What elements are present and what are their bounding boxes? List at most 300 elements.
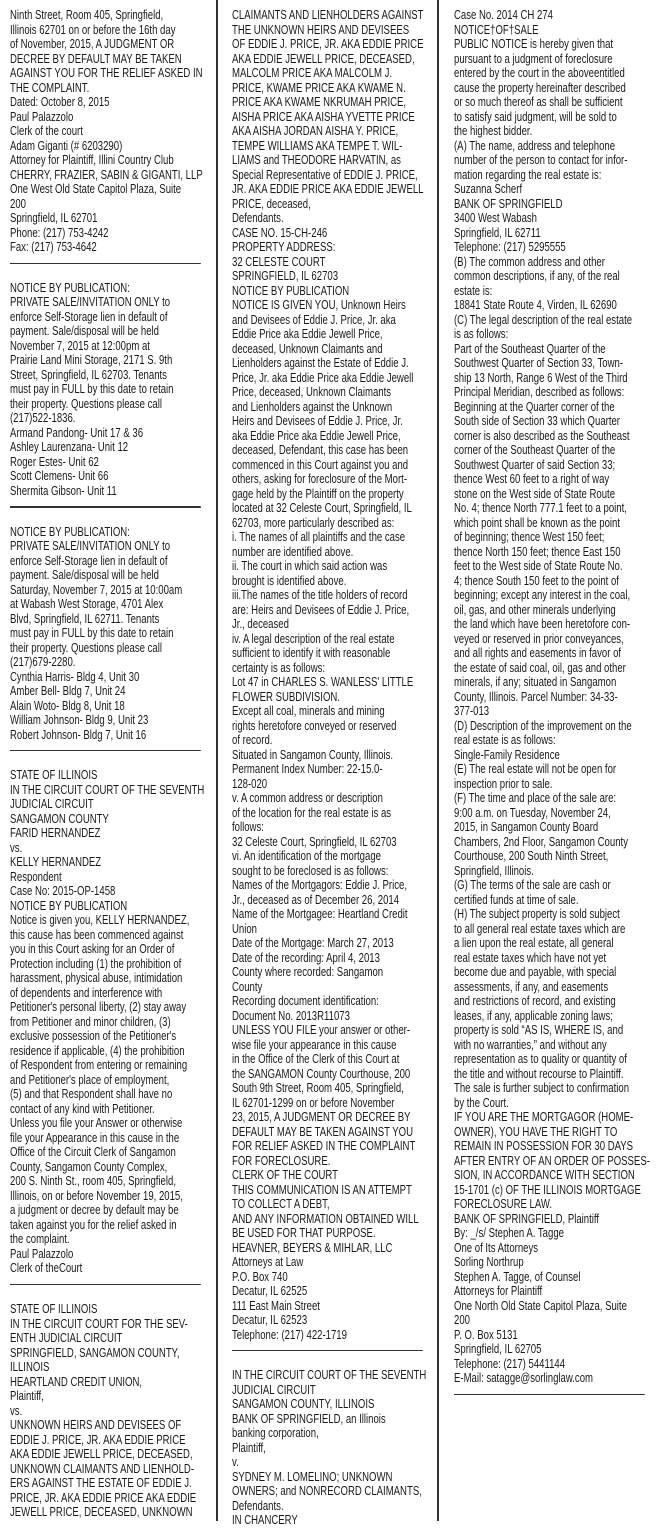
notice-line: become due and payable, with special	[454, 965, 617, 979]
notice-line: contact of any kind with Petitioner.	[10, 1101, 155, 1116]
notice-line: Prairie Land Mini Storage, 2171 S. 9th	[10, 353, 173, 368]
notice-line: deceased, Unknown Claimants and	[232, 341, 383, 356]
notice-line: UNKNOWN CLAIMANTS AND LIENHOLD-	[10, 1461, 195, 1476]
notice-line: Shermita Gibson- Unit 11	[10, 483, 117, 498]
notice-line: ILLINOIS	[10, 1360, 50, 1375]
notice-line: Springfield, Illinois.	[454, 863, 534, 878]
notice-line: P.O. Box 740	[232, 1269, 288, 1284]
notice-line: BE USED FOR THAT PURPOSE.	[232, 1226, 376, 1240]
notice-line: EDDIE J. PRICE, JR. AKA EDDIE PRICE	[10, 1432, 186, 1447]
notice-line: Union	[232, 921, 258, 936]
notice-line: PRICE AKA KWAME NKRUMAH PRICE,	[232, 95, 407, 109]
notice-line: NOTICE IS GIVEN YOU, Unknown Heirs	[232, 298, 406, 312]
notice-line: vs.	[10, 840, 23, 855]
notice-line: Single-Family Residence	[454, 747, 560, 762]
notice-line: HEARTLAND CREDIT UNION,	[10, 1374, 143, 1389]
notice-line: with no warranties,” and without any	[454, 1037, 607, 1052]
notice-separator	[10, 1284, 201, 1285]
notice-line: P. O. Box 5131	[454, 1327, 518, 1342]
notice-line: 200	[10, 196, 26, 211]
notice-line: AISHA PRICE AKA AISHA YVETTE PRICE	[232, 109, 415, 124]
notice-line: assessments, if any, and easements	[454, 979, 609, 994]
notice-line: 4; thence South 150 feet to the point of	[454, 573, 619, 588]
notice-line: MALCOLM PRICE AKA MALCOLM J.	[232, 66, 393, 80]
notice-line: Suzanna Scherf	[454, 182, 523, 196]
legal-notice	[10, 8, 202, 255]
notice-line: Stephen A. Tagge, of Counsel	[454, 1269, 581, 1284]
notice-line: 15-1701 (c) OF THE ILLINOIS MORTGAGE	[454, 1182, 641, 1197]
notice-line: Dated: October 8, 2015	[10, 95, 110, 109]
notice-line: Lienholders against the Estate of Eddie J.	[232, 356, 409, 370]
notice-line: i. The names of all plaintiffs and the case	[232, 530, 406, 544]
notice-line: which point shall be known as the point	[454, 515, 621, 530]
notice-line: cause the property hereinafter described	[454, 80, 626, 95]
notice-line: FORECLOSURE LAW.	[454, 1197, 553, 1211]
notice-line: Saturday, November 7, 2015 at 10:00am	[10, 582, 183, 597]
notice-line: harassment, physical abuse, intimidation	[10, 971, 183, 986]
notice-line: Scott Clemens- Unit 66	[10, 469, 109, 484]
notice-line: County	[232, 979, 263, 994]
notice-line: rights heretofore conveyed or reserved	[232, 718, 397, 733]
notice-line: iv. A legal description of the real estate	[232, 631, 395, 646]
notice-line: SYDNEY M. LOMELINO; UNKNOWN	[232, 1469, 393, 1484]
notice-line: the SANGAMON County Courthouse, 200	[232, 1066, 411, 1081]
notice-line: must pay in FULL by this date to retain	[10, 626, 174, 641]
notice-line: Notice is given you, KELLY HERNANDEZ,	[10, 913, 190, 928]
notice-line: deceased, Defendant, this case has been	[232, 443, 409, 457]
notice-line: v. A common address or description	[232, 791, 383, 805]
notice-line: 2015, in Sangamon County Board	[454, 820, 599, 834]
notice-line: County where recorded: Sangamon	[232, 965, 384, 979]
notice-line: Office of the Circuit Clerk of Sangamon	[10, 1145, 176, 1160]
notice-line: Alain Woto- Bldg 8, Unit 18	[10, 698, 125, 713]
notice-line: real estate taxes which have not yet	[454, 950, 607, 965]
notice-line: Telephone: (217) 5441144	[454, 1356, 566, 1371]
notice-line: the title and without recourse to Plaintiff.	[454, 1066, 624, 1081]
notice-line: SPRINGFIELD, IL 62703	[232, 269, 339, 283]
notice-line: ERS AGAINST THE ESTATE OF EDDIE J.	[10, 1476, 192, 1491]
notice-line: Decatur, IL 62525	[232, 1284, 308, 1298]
notice-line: Situated in Sangamon County, Illinois.	[232, 747, 394, 762]
notice-line: County, Illinois. Parcel Number: 34-33-	[454, 689, 618, 704]
notice-line: by the Court.	[454, 1095, 509, 1110]
notice-line: IN THE CIRCUIT COURT OF THE SEVENTH	[232, 1368, 427, 1383]
notice-line: sought to be foreclosed is as follows:	[232, 863, 389, 878]
notice-line: of the location for the real estate is as	[232, 805, 392, 820]
notice-line: Adam Giganti (# 6203290)	[10, 138, 123, 153]
notice-line: and Devisees of Eddie J. Price, Jr. aka	[232, 312, 396, 327]
notice-line: thence West 60 feet to a right of way	[454, 472, 610, 486]
notice-line: exclusive possession of the Petitioner's	[10, 1029, 177, 1044]
notice-line: iii.The names of the title holders of record	[232, 588, 408, 602]
notice-line: THE UNKNOWN HEIRS AND DEVISEES	[232, 22, 410, 37]
notice-line: certified funds at time of sale.	[454, 892, 579, 907]
notice-line: minerals, if any; situated in Sangamon	[454, 675, 617, 689]
notice-line: Names of the Mortgagors: Eddie J. Price,	[232, 878, 408, 892]
notice-line: leases, if any, applicable zoning laws;	[454, 1008, 613, 1023]
notice-line: thence North 150 feet; thence East 150	[454, 544, 621, 559]
notice-line: real estate is as follows:	[454, 733, 556, 747]
notice-line: Protection including (1) the prohibition of	[10, 956, 182, 971]
notice-line: ii. The court in which said action was	[232, 559, 388, 573]
notice-line: FLOWER SUBDIVISION.	[232, 689, 340, 704]
notice-line: E-Mail: satagge@sorlinglaw.com	[454, 1371, 593, 1385]
notice-line: IL 62701-1299 on or before November	[232, 1095, 395, 1110]
legal-notice	[232, 1368, 427, 1528]
notice-line: Blvd, Springfield, IL 62711. Tenants	[10, 611, 160, 626]
notice-line: STATE OF ILLINOIS	[10, 1302, 98, 1317]
notice-line: Jr., deceased as of December 26, 2014	[232, 892, 400, 907]
notice-line: Fax: (217) 753-4642	[10, 240, 97, 254]
notice-line: common descriptions, if any, of the real	[454, 269, 620, 283]
notice-line: PRIVATE SALE/INVITATION ONLY to	[10, 539, 171, 554]
notice-line: County, Sangamon County Complex,	[10, 1159, 168, 1174]
notice-separator	[454, 1394, 645, 1395]
notice-line: THE COMPLAINT.	[10, 80, 90, 95]
notice-line: OWNER), YOU HAVE THE RIGHT TO	[454, 1124, 618, 1139]
notice-line: (G) The terms of the sale are cash or	[454, 878, 611, 892]
notice-line: One North Old State Capitol Plaza, Suite	[454, 1298, 627, 1313]
notice-line: BANK OF SPRINGFIELD	[454, 196, 563, 211]
notice-line: (C) The legal description of the real estate	[454, 312, 633, 327]
notice-line: inspection prior to sale.	[454, 776, 553, 791]
notice-line: William Johnson- Bldg 9, Unit 23	[10, 713, 149, 728]
notice-line: Recording document identification:	[232, 994, 379, 1008]
notice-line: pursuant to a judgment of foreclosure	[454, 51, 613, 66]
notice-line: Southwest Quarter of said Section 33;	[454, 457, 616, 472]
notice-line: gage held by the Plaintiff on the property	[232, 486, 404, 501]
notice-line: taken against you for the relief asked in	[10, 1217, 177, 1232]
column-divider	[437, 0, 439, 1521]
notice-line: 200 S. Ninth St., room 405, Springfield,	[10, 1174, 177, 1189]
notice-line: of beginning; thence West 150 feet;	[454, 530, 605, 544]
notice-line: Chambers, 2nd Floor, Sangamon County	[454, 834, 628, 849]
legal-notice	[454, 8, 650, 1386]
notice-line: SANGAMON COUNTY	[10, 811, 109, 826]
notice-line: 111 East Main Street	[232, 1298, 320, 1313]
notice-line: is as follows:	[454, 327, 509, 341]
notice-line: certainty is as follows:	[232, 660, 326, 675]
notice-line: number of the person to contact for infor-	[454, 153, 628, 167]
notice-line: Jr., deceased	[232, 617, 289, 631]
notice-separator	[10, 506, 201, 507]
notice-line: IN CHANCERY	[232, 1513, 298, 1528]
notice-line: FARID HERNANDEZ	[10, 826, 101, 841]
notice-line: payment. Sale/disposal will be held	[10, 324, 159, 339]
notice-line: FOR FORECLOSURE.	[232, 1153, 331, 1168]
legal-notice	[10, 525, 202, 743]
notice-line: Amber Bell- Bldg 7, Unit 24	[10, 684, 126, 699]
notice-line: SANGAMON COUNTY, ILLINOIS	[232, 1397, 375, 1412]
notice-line: STATE OF ILLINOIS	[10, 768, 98, 783]
notice-line: The sale is further subject to confirmation	[454, 1081, 630, 1095]
notice-line: Respondent	[10, 869, 62, 884]
notice-line: estate is:	[454, 283, 493, 298]
notice-line: DEFAULT MAY BE TAKEN AGAINST YOU	[232, 1124, 414, 1139]
notice-line: 32 CELESTE COURT	[232, 254, 326, 269]
notice-line: Clerk of the court	[10, 124, 83, 138]
notice-line: enforce Self-Storage lien in default of	[10, 309, 168, 324]
notice-line: AGAINST YOU FOR THE RELIEF ASKED IN	[10, 66, 203, 80]
notice-line: Defendants.	[232, 1498, 284, 1513]
notice-line: beginning; except any interest in the coal,	[454, 588, 631, 602]
notice-line: CASE NO. 15-CH-246	[232, 225, 328, 240]
notice-line: of Respondent from entering or remaining	[10, 1058, 188, 1073]
notice-line: follows:	[232, 820, 264, 834]
notice-line: OF EDDIE J. PRICE, JR. AKA EDDIE PRICE	[232, 37, 424, 51]
notice-line: AKA EDDIE JEWELL PRICE, DECEASED,	[232, 51, 415, 66]
notice-line: (F) The time and place of the sale are:	[454, 791, 617, 805]
notice-line: vi. An identification of the mortgage	[232, 849, 381, 863]
notice-line: Phone: (217) 753-4242	[10, 225, 109, 240]
notice-line: and Lienholders against the Unknown	[232, 399, 393, 414]
notice-line: OWNERS; and NONRECORD CLAIMANTS,	[232, 1484, 422, 1499]
notice-line: Eddie Price aka Eddie Jewell Price,	[232, 327, 383, 341]
notice-line: AFTER ENTRY OF AN ORDER OF POSSES-	[454, 1153, 650, 1168]
notice-line: Plaintiff,	[232, 1440, 266, 1455]
notice-line: 3400 West Wabash	[454, 211, 538, 225]
notice-line: commenced in this Court against you and	[232, 457, 409, 472]
notice-line: Unless you file your Answer or otherwise	[10, 1116, 183, 1131]
notice-line: located at 32 Celeste Court, Springfield, IL	[232, 501, 412, 515]
notice-line: are: Heirs and Devisees of Eddie J. Price,	[232, 602, 410, 617]
notice-line: Springfield, IL 62701	[10, 211, 98, 225]
notice-line: Principal Meridian, described as follows:	[454, 385, 625, 399]
notice-line: AKA EDDIE JEWELL PRICE, DECEASED,	[10, 1447, 193, 1462]
notice-line: this cause has been commenced against	[10, 927, 184, 942]
notice-line: 377-013	[454, 704, 490, 718]
notice-line: the land which have been heretofore con-	[454, 617, 631, 631]
notice-line: residence if applicable, (4) the prohibition	[10, 1043, 185, 1058]
notice-line: Permanent Index Number: 22-15.0-	[232, 762, 383, 776]
notice-line: JR. AKA EDDIE PRICE AKA EDDIE JEWELL	[232, 182, 424, 196]
notice-line: 200	[454, 1313, 470, 1327]
notice-line: banking corporation,	[232, 1426, 319, 1441]
notice-line: NOTICE†OF†SALE	[454, 22, 539, 37]
notice-line: Decatur, IL 62523	[232, 1313, 308, 1327]
notice-line: a lien upon the real estate, all general	[454, 936, 614, 950]
notice-line: IN THE CIRCUIT COURT OF THE SEVENTH	[10, 782, 205, 797]
notice-line: and all rights and easements in favor of	[454, 646, 622, 660]
notice-line: South 9th Street, Room 405, Springfield,	[232, 1081, 404, 1095]
notice-line: the highest bidder.	[454, 124, 533, 138]
notice-line: No. 4; thence North 777.1 feet to a point,	[454, 501, 627, 515]
notice-line: JUDICIAL CIRCUIT	[232, 1382, 316, 1397]
notice-line: South side of Section 33 which Quarter	[454, 414, 621, 428]
notice-line: IN THE CIRCUIT COURT FOR THE SEV-	[10, 1316, 188, 1331]
notice-line: Armand Pandong- Unit 17 & 36	[10, 425, 144, 440]
notice-line: Document No. 2013R11073	[232, 1008, 350, 1023]
notice-line: of record.	[232, 733, 273, 747]
notice-line: Telephone: (217) 5295555	[454, 240, 566, 254]
notice-line: Beginning at the Quarter corner of the	[454, 399, 615, 414]
notice-line: Name of the Mortgagee: Heartland Credit	[232, 907, 408, 921]
notice-line: Telephone: (217) 422-1719	[232, 1327, 347, 1342]
notice-line: their property. Questions please call	[10, 640, 162, 655]
notice-line: KELLY HERNANDEZ	[10, 855, 102, 870]
notice-line: 32 Celeste Court, Springfield, IL 62703	[232, 834, 397, 849]
notice-line: a judgment or decree by default may be	[10, 1203, 179, 1218]
notice-line: Attorneys for Plaintiff	[454, 1284, 543, 1298]
notice-line: Street, Springfield, IL 62703. Tenants	[10, 367, 167, 382]
column-3	[454, 8, 650, 1412]
notice-line: oil, gas, and other minerals underlying	[454, 602, 616, 617]
notice-line: CLERK OF THE COURT	[232, 1168, 339, 1182]
legal-notice	[10, 281, 202, 499]
notice-line: Paul Palazzolo	[10, 1246, 74, 1261]
notice-separator	[232, 1350, 423, 1351]
notice-line: mation regarding the real estate is:	[454, 167, 602, 182]
notice-line: NOTICE BY PUBLICATION	[10, 898, 128, 913]
notice-line: Robert Johnson- Bldg 7, Unit 16	[10, 727, 147, 742]
notice-line: HEAVNER, BEYERS & MIHLAR, LLC	[232, 1240, 393, 1255]
notice-line: BANK OF SPRINGFIELD, Plaintiff	[454, 1211, 600, 1226]
notice-line: (B) The common address and other	[454, 254, 605, 269]
notice-line: TEMPE WILLIAMS AKA TEMPE T. WIL-	[232, 138, 403, 153]
notice-line: you in this Court asking for an Order of	[10, 942, 175, 957]
notice-line: One West Old State Capitol Plaza, Suite	[10, 182, 182, 196]
notice-line: NOTICE BY PUBLICATION	[232, 283, 350, 298]
notice-line: (5) and that Respondent shall have no	[10, 1087, 173, 1102]
notice-line: must pay in FULL by this date to retain	[10, 382, 174, 397]
notice-line: their property. Questions please call	[10, 396, 162, 411]
notice-line: ship 13 North, Range 6 West of the Third	[454, 370, 628, 385]
notice-line: file your Appearance in this cause in the	[10, 1130, 180, 1145]
notice-line: wise file your appearance in this cause	[232, 1037, 397, 1052]
notice-line: v.	[232, 1455, 239, 1470]
notice-line: IF YOU ARE THE MORTGAGOR (HOME-	[454, 1110, 634, 1124]
notice-line: PROPERTY ADDRESS:	[232, 240, 336, 254]
column-2	[232, 8, 427, 1528]
notice-line: to all general real estate taxes which are	[454, 921, 626, 936]
notice-line: One of Its Attorneys	[454, 1240, 539, 1255]
notice-line: and Petitioner's place of employment,	[10, 1072, 170, 1087]
notice-line: AND ANY INFORMATION OBTAINED WILL	[232, 1211, 419, 1226]
notice-line: Lot 47 in CHARLES S. WANLESS' LITTLE	[232, 675, 414, 689]
notice-line: Illinois, on or before November 19, 2015,	[10, 1188, 183, 1203]
notice-line: Roger Estes- Unit 62	[10, 454, 99, 469]
notice-line: feet to the West side of State Route No.	[454, 559, 623, 573]
notice-line: the complaint.	[10, 1232, 70, 1247]
notice-line: Case No: 2015-OP-1458	[10, 884, 116, 899]
notice-line: Plaintiff,	[10, 1389, 44, 1404]
notice-line: entered by the court in the aboveentitled	[454, 66, 625, 80]
notice-line: Attorney for Plaintiff, Illini Country Club	[10, 153, 174, 167]
notice-line: property is sold “AS IS, WHERE IS, and	[454, 1023, 624, 1037]
notice-separator	[10, 750, 201, 751]
notice-line: UNLESS YOU FILE your answer or other-	[232, 1023, 411, 1037]
notice-line: stone on the West side of State Route	[454, 486, 616, 501]
notice-line: (A) The name, address and telephone	[454, 138, 616, 153]
notice-line: 9:00 a.m. on Tuesday, November 24,	[454, 805, 611, 820]
notice-line: NOTICE BY PUBLICATION:	[10, 280, 130, 295]
notice-line: Date of the Mortgage: March 27, 2013	[232, 936, 394, 950]
legal-notice	[232, 8, 424, 1342]
notice-line: UNKNOWN HEIRS AND DEVISEES OF	[10, 1418, 182, 1433]
notice-line: Ashley Laurenzana- Unit 12	[10, 440, 129, 455]
notice-line: Price, deceased, Unknown Claimants	[232, 385, 392, 399]
notice-line: Paul Palazzolo	[10, 109, 74, 124]
notice-line: BANK OF SPRINGFIELD, an Illinois	[232, 1411, 386, 1426]
notice-line: CHERRY, FRAZIER, SABIN & GIGANTI, LLP	[10, 167, 203, 182]
notice-line: By: _/s/ Stephen A. Tagge	[454, 1226, 564, 1240]
notice-line: representation as to quality or quantity of	[454, 1052, 627, 1066]
notice-line: Springfield, IL 62711	[454, 225, 541, 240]
notice-line: Courthouse, 200 South Ninth Street,	[454, 849, 609, 863]
notice-line: or so much thereof as shall be sufficient	[454, 95, 623, 109]
notice-line: number are identified above.	[232, 544, 354, 559]
notice-line: corner is also described as the Southeast	[454, 428, 630, 443]
notice-line: Sorling Northrup	[454, 1255, 524, 1269]
notice-line: veyed or reserved in prior conveyances,	[454, 631, 624, 646]
notice-line: PRICE, deceased,	[232, 196, 311, 211]
notice-line: 23, 2015, A JUDGMENT OR DECREE BY	[232, 1110, 411, 1124]
notice-line: Illinois 62701 on or before the 16th day	[10, 22, 176, 37]
notice-line: Springfield, IL 62705	[454, 1342, 542, 1356]
notice-line: Price, Jr. aka Eddie Price aka Eddie Jewell	[232, 370, 414, 385]
notice-line: and restrictions of record, and existing	[454, 994, 616, 1008]
notice-line: (217)522-1836.	[10, 411, 76, 426]
notice-line: Clerk of theCourt	[10, 1261, 83, 1276]
notice-line: REMAIN IN POSSESSION FOR 30 DAYS	[454, 1139, 634, 1153]
notice-line: vs.	[10, 1403, 23, 1418]
notice-line: aka Eddie Price aka Eddie Jewell Price,	[232, 428, 401, 443]
notice-line: in the Office of the Clerk of this Court at	[232, 1052, 400, 1066]
notice-line: Case No. 2014 CH 274	[454, 8, 553, 22]
column-divider	[216, 0, 218, 1521]
notice-line: 128-020	[232, 776, 268, 791]
legal-notice	[10, 1302, 202, 1520]
notice-line: at Wabash West Storage, 4701 Alex	[10, 597, 164, 612]
notice-line: November 7, 2015 at 12:00pm at	[10, 338, 150, 353]
column-1	[10, 8, 205, 1520]
notice-line: (E) The real estate will not be open for	[454, 762, 617, 776]
notice-line: Defendants.	[232, 211, 284, 225]
notice-line: JUDICIAL CIRCUIT	[10, 797, 94, 812]
notice-line: FOR RELIEF ASKED IN THE COMPLAINT	[232, 1139, 416, 1153]
notice-line: brought is identified above.	[232, 573, 347, 588]
notice-line: corner of the Southeast Quarter of the	[454, 443, 616, 457]
notice-line: Heirs and Devisees of Eddie J. Price, Jr.	[232, 414, 403, 428]
notice-line: enforce Self-Storage lien in default of	[10, 553, 168, 568]
notice-line: from Petitioner and minor children, (3)	[10, 1014, 171, 1029]
legal-notice	[10, 768, 205, 1276]
notice-line: (D) Description of the improvement on the	[454, 718, 632, 733]
notice-line: payment. Sale/disposal will be held	[10, 568, 159, 583]
notice-line: PRICE, JR. AKA EDDIE PRICE AKA EDDIE	[10, 1490, 197, 1505]
notice-line: of dependents and interference with	[10, 985, 163, 1000]
notice-line: THIS COMMUNICATION IS AN ATTEMPT	[232, 1182, 412, 1197]
notice-line: SION, IN ACCORDANCE WITH SECTION	[454, 1168, 635, 1182]
notice-line: (217)679-2280.	[10, 655, 76, 670]
notice-line: JEWELL PRICE, DECEASED, UNKNOWN	[10, 1505, 193, 1520]
notice-line: of November, 2015, A JUDGMENT OR	[10, 37, 175, 51]
notice-line: the estate of said coal, oil, gas and other	[454, 660, 626, 675]
notice-line: LIAMS and THEODORE HARVATIN, as	[232, 153, 401, 167]
notice-line: AKA AISHA JORDAN AISHA Y. PRICE,	[232, 124, 399, 138]
notice-line: Except all coal, minerals and mining	[232, 704, 385, 718]
notice-line: PRIVATE SALE/INVITATION ONLY to	[10, 295, 171, 310]
notice-line: Special Representative of EDDIE J. PRICE,	[232, 167, 418, 182]
notice-line: Attorneys at Law	[232, 1255, 304, 1269]
notice-line: ENTH JUDICIAL CIRCUIT	[10, 1331, 123, 1346]
notice-line: NOTICE BY PUBLICATION:	[10, 524, 130, 539]
notice-line: TO COLLECT A DEBT,	[232, 1197, 330, 1211]
notice-line: DECREE BY DEFAULT MAY BE TAKEN	[10, 51, 182, 66]
notice-line: PRICE, KWAME PRICE AKA KWAME N.	[232, 80, 406, 95]
notice-line: to satisfy said judgment, will be sold to	[454, 109, 617, 124]
notice-line: Date of the recording: April 4, 2013	[232, 950, 380, 965]
